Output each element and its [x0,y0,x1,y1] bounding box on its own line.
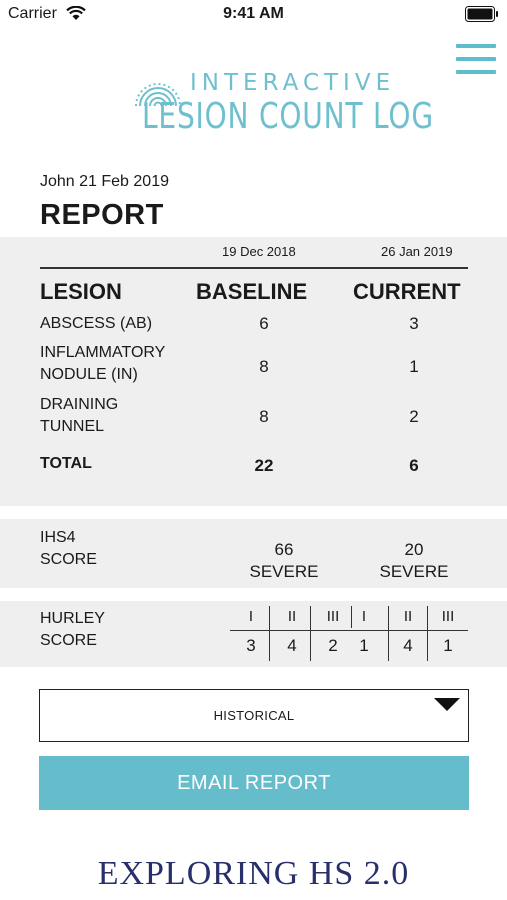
ihs4-current-severity: SEVERE [379,562,449,581]
row-label-abscess: ABSCESS (AB) [40,315,153,332]
header-divider [40,267,468,269]
clock: 9:41 AM [223,5,284,22]
carrier-label: Carrier [8,5,57,22]
baseline-date: 19 Dec 2018 [222,244,296,259]
hurley-stage: II [287,608,297,625]
ihs4-baseline-score: 66 [274,540,294,559]
caret-down-icon [434,698,460,711]
hurley-stage: I [361,608,367,625]
row-baseline-total: 22 [254,456,274,475]
ihs4-current-score: 20 [404,540,424,559]
hurley-label: HURLEY SCORE [40,610,105,649]
battery-icon [465,6,499,22]
report-type-dropdown[interactable] [39,689,469,742]
row-baseline-tunnel: 8 [259,407,269,426]
row-baseline-nodule: 8 [259,357,269,376]
hurley-value: 1 [443,636,453,655]
row-baseline-abscess: 6 [259,314,269,333]
column-header-current: CURRENT [353,279,461,304]
current-date: 26 Jan 2019 [381,244,453,259]
row-label-nodule: INFLAMMATORY NODULE (IN) [40,344,166,383]
row-current-nodule: 1 [409,357,419,376]
row-label-tunnel: DRAINING TUNNEL [40,396,119,435]
row-current-abscess: 3 [409,314,419,333]
logo-line-1: INTERACTIVE [190,70,396,96]
hurley-stage: I [248,608,254,625]
patient-date-line: John 21 Feb 2019 [40,173,169,190]
hurley-cell-divider [310,606,311,661]
row-label-total: TOTAL [40,455,92,472]
hurley-stage: III [441,608,455,625]
ihs4-label: IHS4 SCORE [40,529,97,568]
hurley-value: 1 [359,636,369,655]
hurley-stage: II [403,608,413,625]
hurley-cell-divider [388,606,389,661]
app-logo [126,58,434,144]
hurley-grid [230,606,468,662]
row-current-total: 6 [409,456,419,475]
footer-brand: EXPLORING HS 2.0 [97,855,410,892]
page-title: REPORT [40,199,164,231]
hurley-cell-divider [269,606,270,661]
hamburger-menu-icon[interactable] [456,44,496,76]
status-bar [0,0,507,32]
column-header-baseline: BASELINE [196,279,308,304]
row-current-tunnel: 2 [409,407,419,426]
logo-line-2: LESION COUNT LOG [142,96,434,137]
hurley-stage: III [326,608,340,625]
hurley-divider [230,630,468,631]
hurley-cell-divider [427,606,428,661]
hurley-value: 3 [246,636,256,655]
ihs4-baseline-severity: SEVERE [249,562,319,581]
hurley-value: 2 [328,636,338,655]
column-header-lesion: LESION [40,279,122,304]
dropdown-selected-value: HISTORICAL [213,708,295,723]
email-report-button[interactable]: EMAIL REPORT [39,756,469,810]
hurley-value: 4 [403,636,413,655]
hurley-value: 4 [287,636,297,655]
